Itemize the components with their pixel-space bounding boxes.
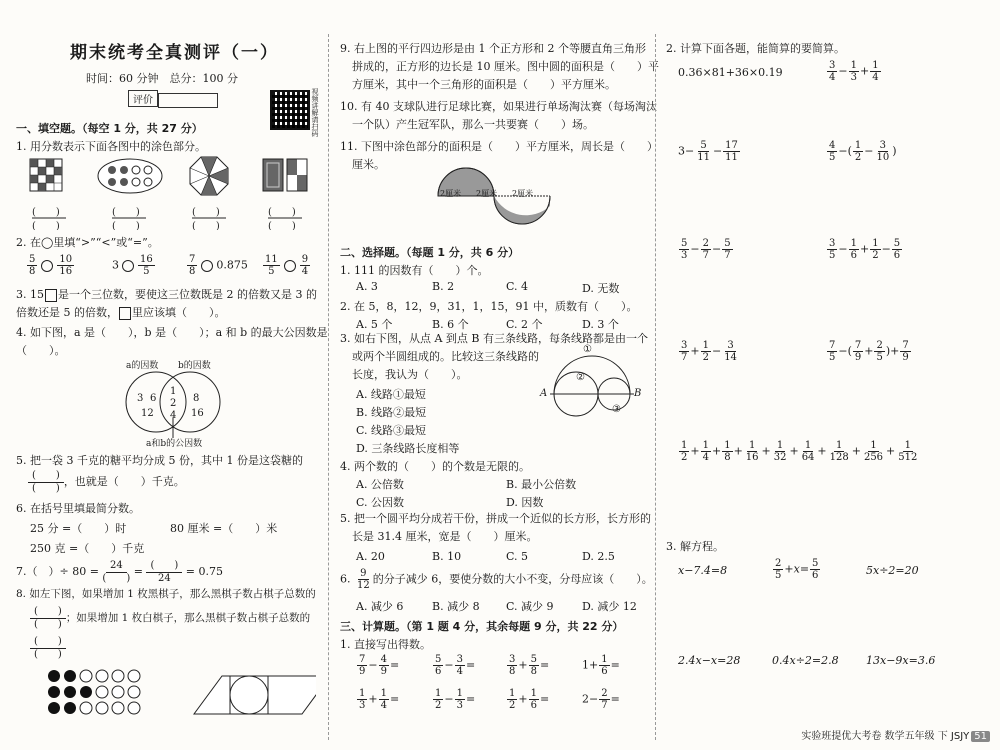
calc-item-6: $\frac{1}{2}$ − $\frac{1}{3}$ = (435, 688, 476, 711)
question-1-4: 4. 如下图，a 是（ ），b 是（ ）；a 和 b 的最大公因数是 (16, 326, 328, 339)
evaluation-row (128, 90, 218, 108)
column-1: 期末统考全真测评（一） 时间：60 分钟 总分：100 分 评价 视频讲解请扫码 一、填空题。（每空 1 分，共 27 分） 1. 用分数表示下面各图中的涂色部分。 ( ) ( ) ( ) ( ) ( ) ( ) ( ) ( ) 2. 在◯里填“>”“<”或“=”。 $\frac{5}{8}$ $\frac{10}{16}$ 3 $\frac{16}{5}$ $\frac{7}{8}$ 0.875 $\frac{11}{5}$ $\frac{9}{4}$ 3. 15 是一个三位数，要使这三位数既是 2 的倍数又是 3 的 倍数还是 5 的倍数， 里应该填（ ）。 4. 如下图，a 是（ ），b 是（ ）；a 和 b 的最大公因数是 （ ）。 a的因数 b的因数 3 6 12 1 2 4 8 16 a和b的公因数 5. 把一袋 3 千克的糖平均分成 5 份，其中 1 份是这袋糖的 $\frac{( )}{( )}$ ，也就是（ ）千克。 6. 在括号里填最简分数。 25 分 =（ ）时 80 厘米 =（ ）米 250 克 =（ ）千克 7.（ ）÷ 80 = $\frac{24}{( )}$ = $\frac{( )}{24}$ = 0.75 8. 如左下图，如果增加 1 枚黑棋子，那么黑棋子数占棋子总数的 $\frac{( )}{( )}$ ；如果增加 1 枚白棋子，那么黑棋子数占棋子总数的 $\frac{( )}{( )}$ (8, 0, 326, 750)
simplify-item-8: $\frac{7}{5}$ −( $\frac{7}{9}$ + $\frac{2}{5}$ )+ $\frac{7}{9}$ (829, 340, 909, 363)
routes-figure (548, 352, 638, 422)
q1-answer-blanks (32, 207, 302, 230)
q2-5-option-a[interactable]: A. 20 (356, 550, 385, 563)
q2-2-option-d[interactable]: D. 3 个 (582, 318, 619, 331)
q2-4-option-a[interactable]: A. 公倍数 (356, 478, 404, 491)
question-1-11: 11. 下图中涂色部分的面积是（ ）平方厘米，周长是（ ） (340, 140, 658, 153)
calc-item-5: $\frac{1}{3}$ + $\frac{1}{4}$ = (359, 688, 400, 711)
q6-item-2: 80 厘米 =（ ）米 (170, 522, 278, 535)
column-2 (334, 0, 659, 750)
q6-item-3: 250 克 =（ ）千克 (30, 542, 145, 555)
chess-pieces-figure (48, 670, 140, 714)
question-3-3: 3. 解方程。 (666, 540, 724, 553)
q8-figures (46, 668, 316, 718)
column-divider-1 (328, 34, 329, 740)
footer-text: 实验班提优大考卷 数学五年级 下 JSJY (801, 731, 970, 742)
q2-5-option-b[interactable]: B. 10 (432, 550, 462, 563)
octagon-figure (190, 157, 228, 195)
simplify-item-4: $\frac{4}{5}$ −( $\frac{1}{2}$ − $\frac{3}{10}$ ) (829, 140, 897, 163)
q2-6-option-a[interactable]: A. 减少 6 (356, 600, 404, 613)
shaded-area-figure (430, 162, 560, 242)
q11-label-2: 2厘米 (476, 189, 498, 198)
q2-4-option-d[interactable]: D. 因数 (506, 496, 544, 509)
question-1-2: 2. 在◯里填“>”“<”或“=”。 (16, 236, 159, 249)
q2-4-option-b[interactable]: B. 最小公倍数 (506, 478, 577, 491)
column-divider-2 (655, 34, 656, 740)
equation-1: x−7.4=8 (678, 564, 728, 577)
equation-5: 0.4x÷2=2.8 (772, 654, 839, 667)
question-1-9-b: 拼成的，正方形的边长是 10 厘米。图中圆的面积是（ ）平 (352, 60, 659, 73)
venn-left-6: 6 (150, 393, 157, 404)
svg-text:( ): ( ) (192, 207, 220, 218)
calc-item-7: $\frac{1}{2}$ + $\frac{1}{6}$ = (509, 688, 550, 711)
venn-left-3: 3 (137, 393, 144, 404)
svg-text:( ): ( ) (32, 221, 60, 230)
q2-1-option-d[interactable]: D. 无数 (582, 282, 620, 295)
equation-3: 5x÷2=20 (866, 564, 919, 577)
q2-3-option-d[interactable]: D. 三条线路长度相等 (356, 442, 460, 455)
column-3 (660, 0, 992, 750)
q2-1-option-b[interactable]: B. 2 (432, 280, 455, 293)
q6-item-1: 25 分 =（ ）时 (30, 522, 127, 535)
question-1-7: 7.（ ）÷ 80 = $\frac{24}{( )}$ = $\frac{( )}{24}$ = 0.75 (16, 560, 223, 584)
route-label-3: ③ (612, 404, 621, 415)
question-1-8: 8. 如左下图，如果增加 1 枚黑棋子，那么黑棋子数占棋子总数的 (16, 588, 316, 600)
simplify-item-1: 0.36×81+36×0.19 (678, 66, 783, 79)
question-3-1: 1. 直接写出得数。 (340, 638, 431, 651)
route-label-1: ① (583, 344, 592, 355)
question-2-1: 1. 111 的因数有（ ）个。 (340, 264, 489, 277)
q2-2-option-a[interactable]: A. 5 个 (356, 318, 393, 331)
time-info: 时间：60 分钟 总分：100 分 (86, 72, 238, 85)
question-1-8-cont: $\frac{( )}{( )}$ ；如果增加 1 枚白棋子，那么黑棋子数占棋子总数的 (30, 606, 310, 630)
page-number: 51 (971, 731, 990, 742)
q11-label-1: 2厘米 (440, 189, 462, 198)
part2-heading: 二、选择题。（每题 1 分，共 6 分） (340, 246, 520, 259)
question-1-11-b: 厘米。 (352, 158, 385, 171)
question-2-5-b: 长是 31.4 厘米，宽是（ ）厘米。 (352, 530, 538, 543)
evaluation-box[interactable] (158, 93, 218, 108)
calc-item-3: $\frac{3}{8}$ + $\frac{5}{8}$ = (509, 654, 550, 677)
q2-3-option-a[interactable]: A. 线路①最短 (356, 388, 426, 401)
question-1-9: 9. 右上图的平行四边形是由 1 个正方形和 2 个等腰直角三角形 (340, 42, 646, 55)
oval-dots-figure (98, 159, 162, 193)
calc-item-4: 1+ $\frac{1}{6}$ = (582, 654, 620, 677)
q2-2-option-b[interactable]: B. 6 个 (432, 318, 469, 331)
q8-blank-2: $\frac{( )}{( )}$ (30, 636, 66, 660)
question-1-10: 10. 有 40 支球队进行足球比赛，如果进行单场淘汰赛（每场淘汰 (340, 100, 657, 113)
q2-6-option-b[interactable]: B. 减少 8 (432, 600, 480, 613)
simplify-item-3: 3− $\frac{5}{11}$ − $\frac{17}{11}$ (678, 140, 738, 163)
q2-3-option-c[interactable]: C. 线路③最短 (356, 424, 427, 437)
venn-label-b: b的因数 (178, 361, 211, 371)
question-1-5: 5. 把一袋 3 千克的糖平均分成 5 份，其中 1 份是这袋糖的 (16, 454, 303, 467)
venn-right-16: 16 (191, 408, 204, 419)
q1-figures (18, 155, 323, 230)
q2-6-option-c[interactable]: C. 减少 9 (506, 600, 554, 613)
svg-text:( ): ( ) (32, 207, 60, 218)
svg-text:( ): ( ) (268, 207, 296, 218)
calc-item-1: $\frac{7}{9}$ − $\frac{4}{9}$ = (359, 654, 400, 677)
question-1-3-cont: 倍数还是 5 的倍数， 里应该填（ ）。 (16, 306, 226, 319)
svg-text:( ): ( ) (268, 221, 296, 230)
simplify-item-2: $\frac{3}{4}$ − $\frac{1}{3}$ + $\frac{1}{4}$ (829, 60, 879, 83)
question-2-3-b: 或两个半圆组成的。比较这三条线路的 (352, 350, 539, 363)
q2-5-option-d[interactable]: D. 2.5 (582, 550, 615, 563)
qr-code-icon[interactable] (270, 90, 310, 130)
question-2-3-c: 长度，我认为（ ）。 (352, 368, 468, 381)
venn-left-12: 12 (141, 408, 154, 419)
point-a-label: A (540, 388, 548, 399)
calc-item-2: $\frac{5}{6}$ − $\frac{3}{4}$ = (435, 654, 476, 677)
equation-4: 2.4x−x=28 (678, 654, 741, 667)
q11-label-3: 2厘米 (512, 189, 534, 198)
parallelogram-circle-figure (194, 676, 316, 714)
simplify-item-6: $\frac{3}{5}$ − $\frac{1}{6}$ + $\frac{1}{2}$ − $\frac{5}{6}$ (829, 238, 901, 261)
simplify-item-5: $\frac{5}{3}$ − $\frac{2}{7}$ − $\frac{5}{7}$ (681, 238, 731, 261)
simplify-item-7: $\frac{3}{7}$ + $\frac{1}{2}$ − $\frac{3}{14}$ (681, 340, 737, 363)
grid-square-figure (30, 159, 62, 191)
svg-text:( ): ( ) (112, 207, 140, 218)
question-2-5: 5. 把一个圆平均分成若干份，拼成一个近似的长方形，长方形的 (340, 512, 651, 525)
q2-1-option-a[interactable]: A. 3 (356, 280, 378, 293)
question-1-9-c: 方厘米，其中一个三角形的面积是（ ）平方厘米。 (352, 78, 616, 91)
footer (801, 727, 990, 742)
svg-text:( ): ( ) (192, 221, 220, 230)
part1-heading: 一、填空题。（每空 1 分，共 27 分） (16, 122, 203, 135)
q2-5-option-c[interactable]: C. 5 (506, 550, 529, 563)
venn-middle-1: 1 (170, 386, 177, 397)
point-b-label: B (634, 388, 642, 399)
question-2-3: 3. 如右下图，从点 A 到点 B 有三条线路，每条线路都是由一个 (340, 332, 649, 345)
question-1-3: 3. 15 是一个三位数，要使这三位数既是 2 的倍数又是 3 的 (16, 288, 317, 301)
venn-middle-2: 2 (170, 398, 177, 409)
equation-6: 13x−9x=3.6 (866, 654, 936, 667)
route-label-2: ② (576, 372, 585, 383)
q2-3-option-b[interactable]: B. 线路②最短 (356, 406, 427, 419)
question-1-5-cont: $\frac{( )}{( )}$ ，也就是（ ）千克。 (28, 470, 185, 494)
venn-label-a: a的因数 (126, 361, 159, 371)
question-3-2: 2. 计算下面各题，能简算的要简算。 (666, 42, 845, 55)
question-2-6: 6. $\frac{9}{12}$ 的分子减少 6，要使分数的大小不变，分母应该（ ）。 (340, 568, 653, 591)
simplify-item-9: $\frac{1}{2}$ + $\frac{1}{4}$ + $\frac{1}{8}$ + $\frac{1}{16}$ + $\frac{1}{32}$ + $\frac{1}{64}$ + $\frac{1}{128}$ + $\frac{1}{256}$ + $\frac{1}{512}$ (681, 440, 918, 463)
calc-item-8: 2− $\frac{2}{7}$ = (582, 688, 620, 711)
venn-bottom-label: a和b的公因数 (146, 439, 203, 449)
venn-right-8: 8 (193, 393, 200, 404)
q2-2-option-c[interactable]: C. 2 个 (506, 318, 543, 331)
q2-4-option-c[interactable]: C. 公因数 (356, 496, 405, 509)
square-pair-figure (263, 159, 307, 191)
question-1-4-cont: （ ）。 (16, 344, 66, 357)
question-1-10-b: 一个队）产生冠军队，那么一共要赛（ ）场。 (352, 118, 594, 131)
question-1-6: 6. 在括号里填最简分数。 (16, 502, 140, 515)
page-title: 期末统考全真测评（一） (70, 43, 279, 63)
question-2-2: 2. 在 5，8，12，9，31，1，15，91 中，质数有（ ）。 (340, 300, 638, 313)
equation-2: $\frac{2}{5}$ +x= $\frac{5}{6}$ (775, 558, 819, 581)
question-1-1: 1. 用分数表示下面各图中的涂色部分。 (16, 140, 206, 153)
part3-heading: 三、计算题。（第 1 题 4 分，其余每题 9 分，共 22 分） (340, 620, 624, 633)
qr-caption: 视频讲解请扫码 (311, 88, 319, 137)
svg-text:( ): ( ) (112, 221, 140, 230)
venn-middle-4: 4 (170, 410, 177, 421)
q2-6-option-d[interactable]: D. 减少 12 (582, 600, 637, 613)
q2-1-option-c[interactable]: C. 4 (506, 280, 529, 293)
evaluation-label: 评价 (128, 90, 158, 107)
question-2-4: 4. 两个数的（ ）的个数是无限的。 (340, 460, 530, 473)
